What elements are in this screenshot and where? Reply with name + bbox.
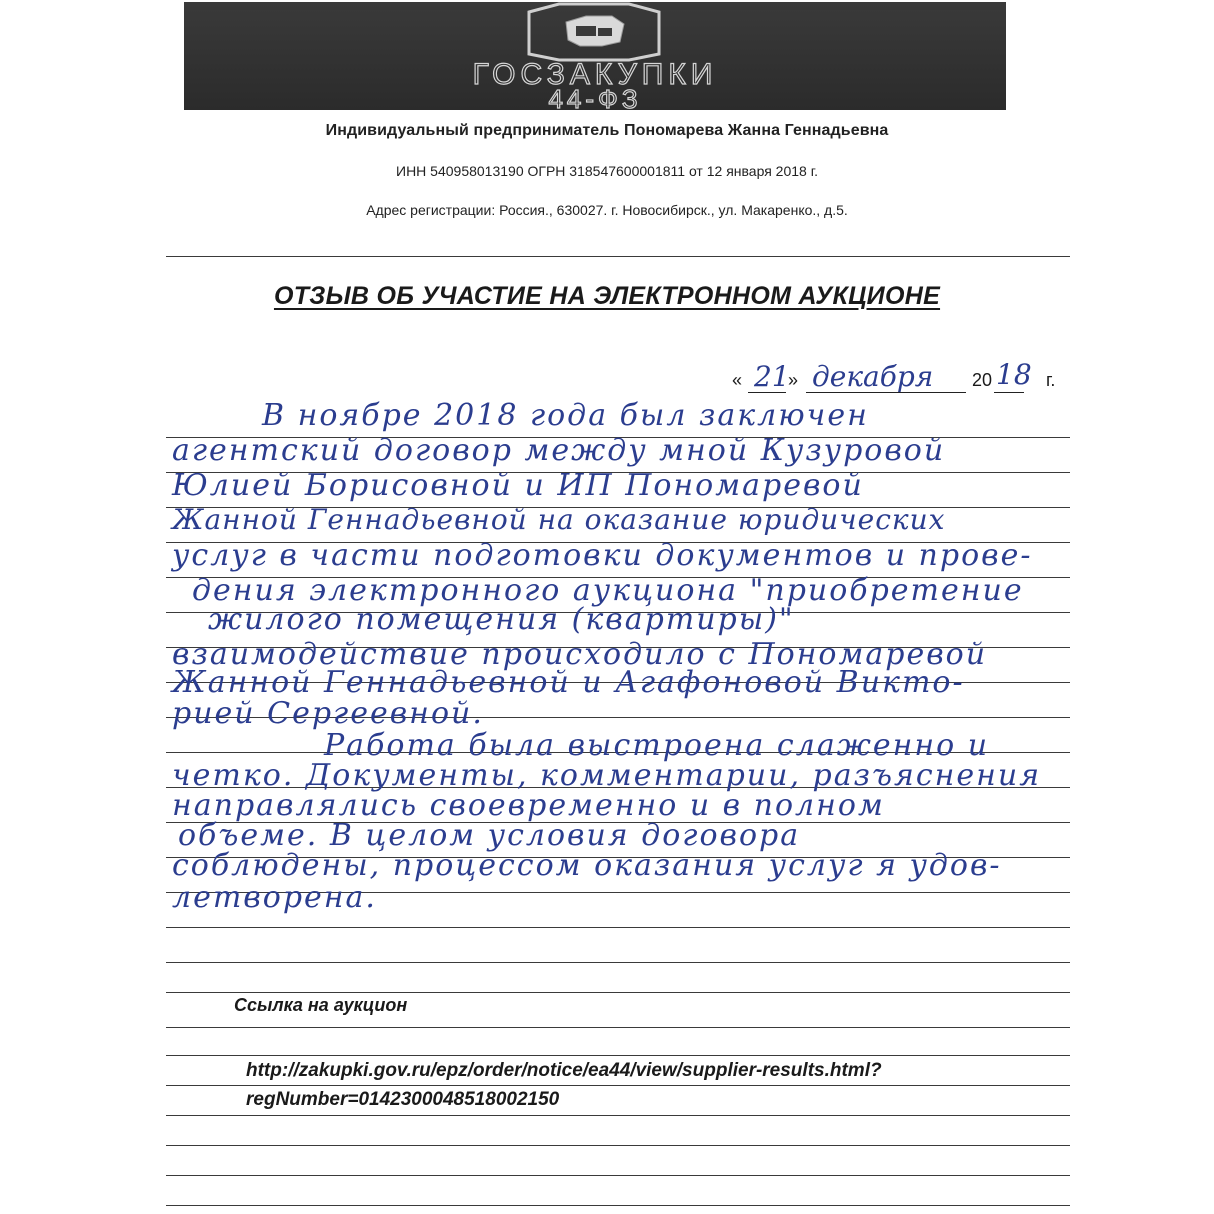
handwritten-line: летворена. — [172, 880, 377, 915]
handshake-badge-icon — [529, 4, 659, 60]
logo-title: ГОСЗАКУПКИ — [472, 58, 718, 91]
writing-line — [166, 927, 1070, 928]
date-open-quote: « — [732, 370, 743, 390]
writing-line — [166, 1175, 1070, 1176]
writing-line — [166, 1085, 1070, 1086]
logo-subtitle: 44-ФЗ — [548, 84, 642, 110]
handwritten-line: объеме. В целом условия договора — [178, 818, 801, 853]
auction-link-label: Ссылка на аукцион — [234, 995, 408, 1015]
handwritten-line: агентский договор между мной Кузуровой — [172, 433, 946, 468]
handwritten-line: Работа была выстроена слаженно и — [324, 728, 990, 763]
date-close-quote: » — [788, 370, 799, 390]
document-title: ОТЗЫВ ОБ УЧАСТИЕ НА ЭЛЕКТРОННОМ АУКЦИОНЕ — [273, 282, 941, 310]
date-day: 21 — [754, 360, 790, 393]
header-divider — [166, 256, 1070, 257]
registration-ids: ИНН 540958013190 ОГРН 318547600001811 от 12 января 2018 г. — [396, 163, 818, 179]
writing-line — [166, 1205, 1070, 1206]
date-year-mark: г. — [1046, 370, 1056, 390]
registration-address: Адрес регистрации: Россия., 630027. г. Новосибирск., ул. Макаренко., д.5. — [366, 202, 848, 218]
writing-line — [166, 962, 1070, 963]
handwritten-line: жилого помещения (квартиры)" — [208, 602, 795, 637]
writing-line — [166, 1027, 1070, 1028]
handwritten-line: рией Сергеевной. — [172, 696, 484, 731]
logo-graphic — [184, 2, 1006, 110]
handwritten-line: услуг в части подготовки документов и прове- — [172, 538, 1033, 573]
year-blank — [994, 392, 1024, 393]
organization-name: Индивидуальный предприниматель Пономарева Жанна Геннадьевна — [325, 122, 889, 139]
date-year-prefix: 20 — [972, 370, 993, 390]
date-month: декабря — [812, 360, 934, 393]
writing-line — [166, 1145, 1070, 1146]
handwritten-line: направлялись своевременно и в полном — [172, 788, 885, 823]
handwritten-line: В ноябре 2018 года был заключен — [262, 398, 869, 433]
handwritten-line: Жанной Геннадьевной на оказание юридических — [172, 503, 946, 536]
date-year: 18 — [996, 358, 1032, 391]
writing-line — [166, 992, 1070, 993]
auction-link-url[interactable]: http://zakupki.gov.ru/epz/order/notice/ea44/view/supplier-results.html? — [246, 1060, 882, 1081]
handwritten-line: Жанной Геннадьевной и Агафоновой Викто- — [172, 665, 965, 700]
handwritten-line: взаимодействие происходило с Пономаревой — [172, 637, 988, 672]
handwritten-line: дения электронного аукциона "приобретение — [192, 573, 1024, 608]
auction-link-regnumber[interactable]: regNumber=0142300048518002150 — [246, 1089, 560, 1110]
handwritten-line: соблюдены, процессом оказания услуг я удов- — [172, 848, 1002, 883]
logo-banner — [184, 2, 1006, 110]
writing-line — [166, 1055, 1070, 1056]
handwritten-line: Юлией Борисовной и ИП Пономаревой — [172, 468, 864, 503]
handwritten-line: четко. Документы, комментарии, разъяснения — [172, 758, 1042, 793]
writing-line — [166, 1115, 1070, 1116]
